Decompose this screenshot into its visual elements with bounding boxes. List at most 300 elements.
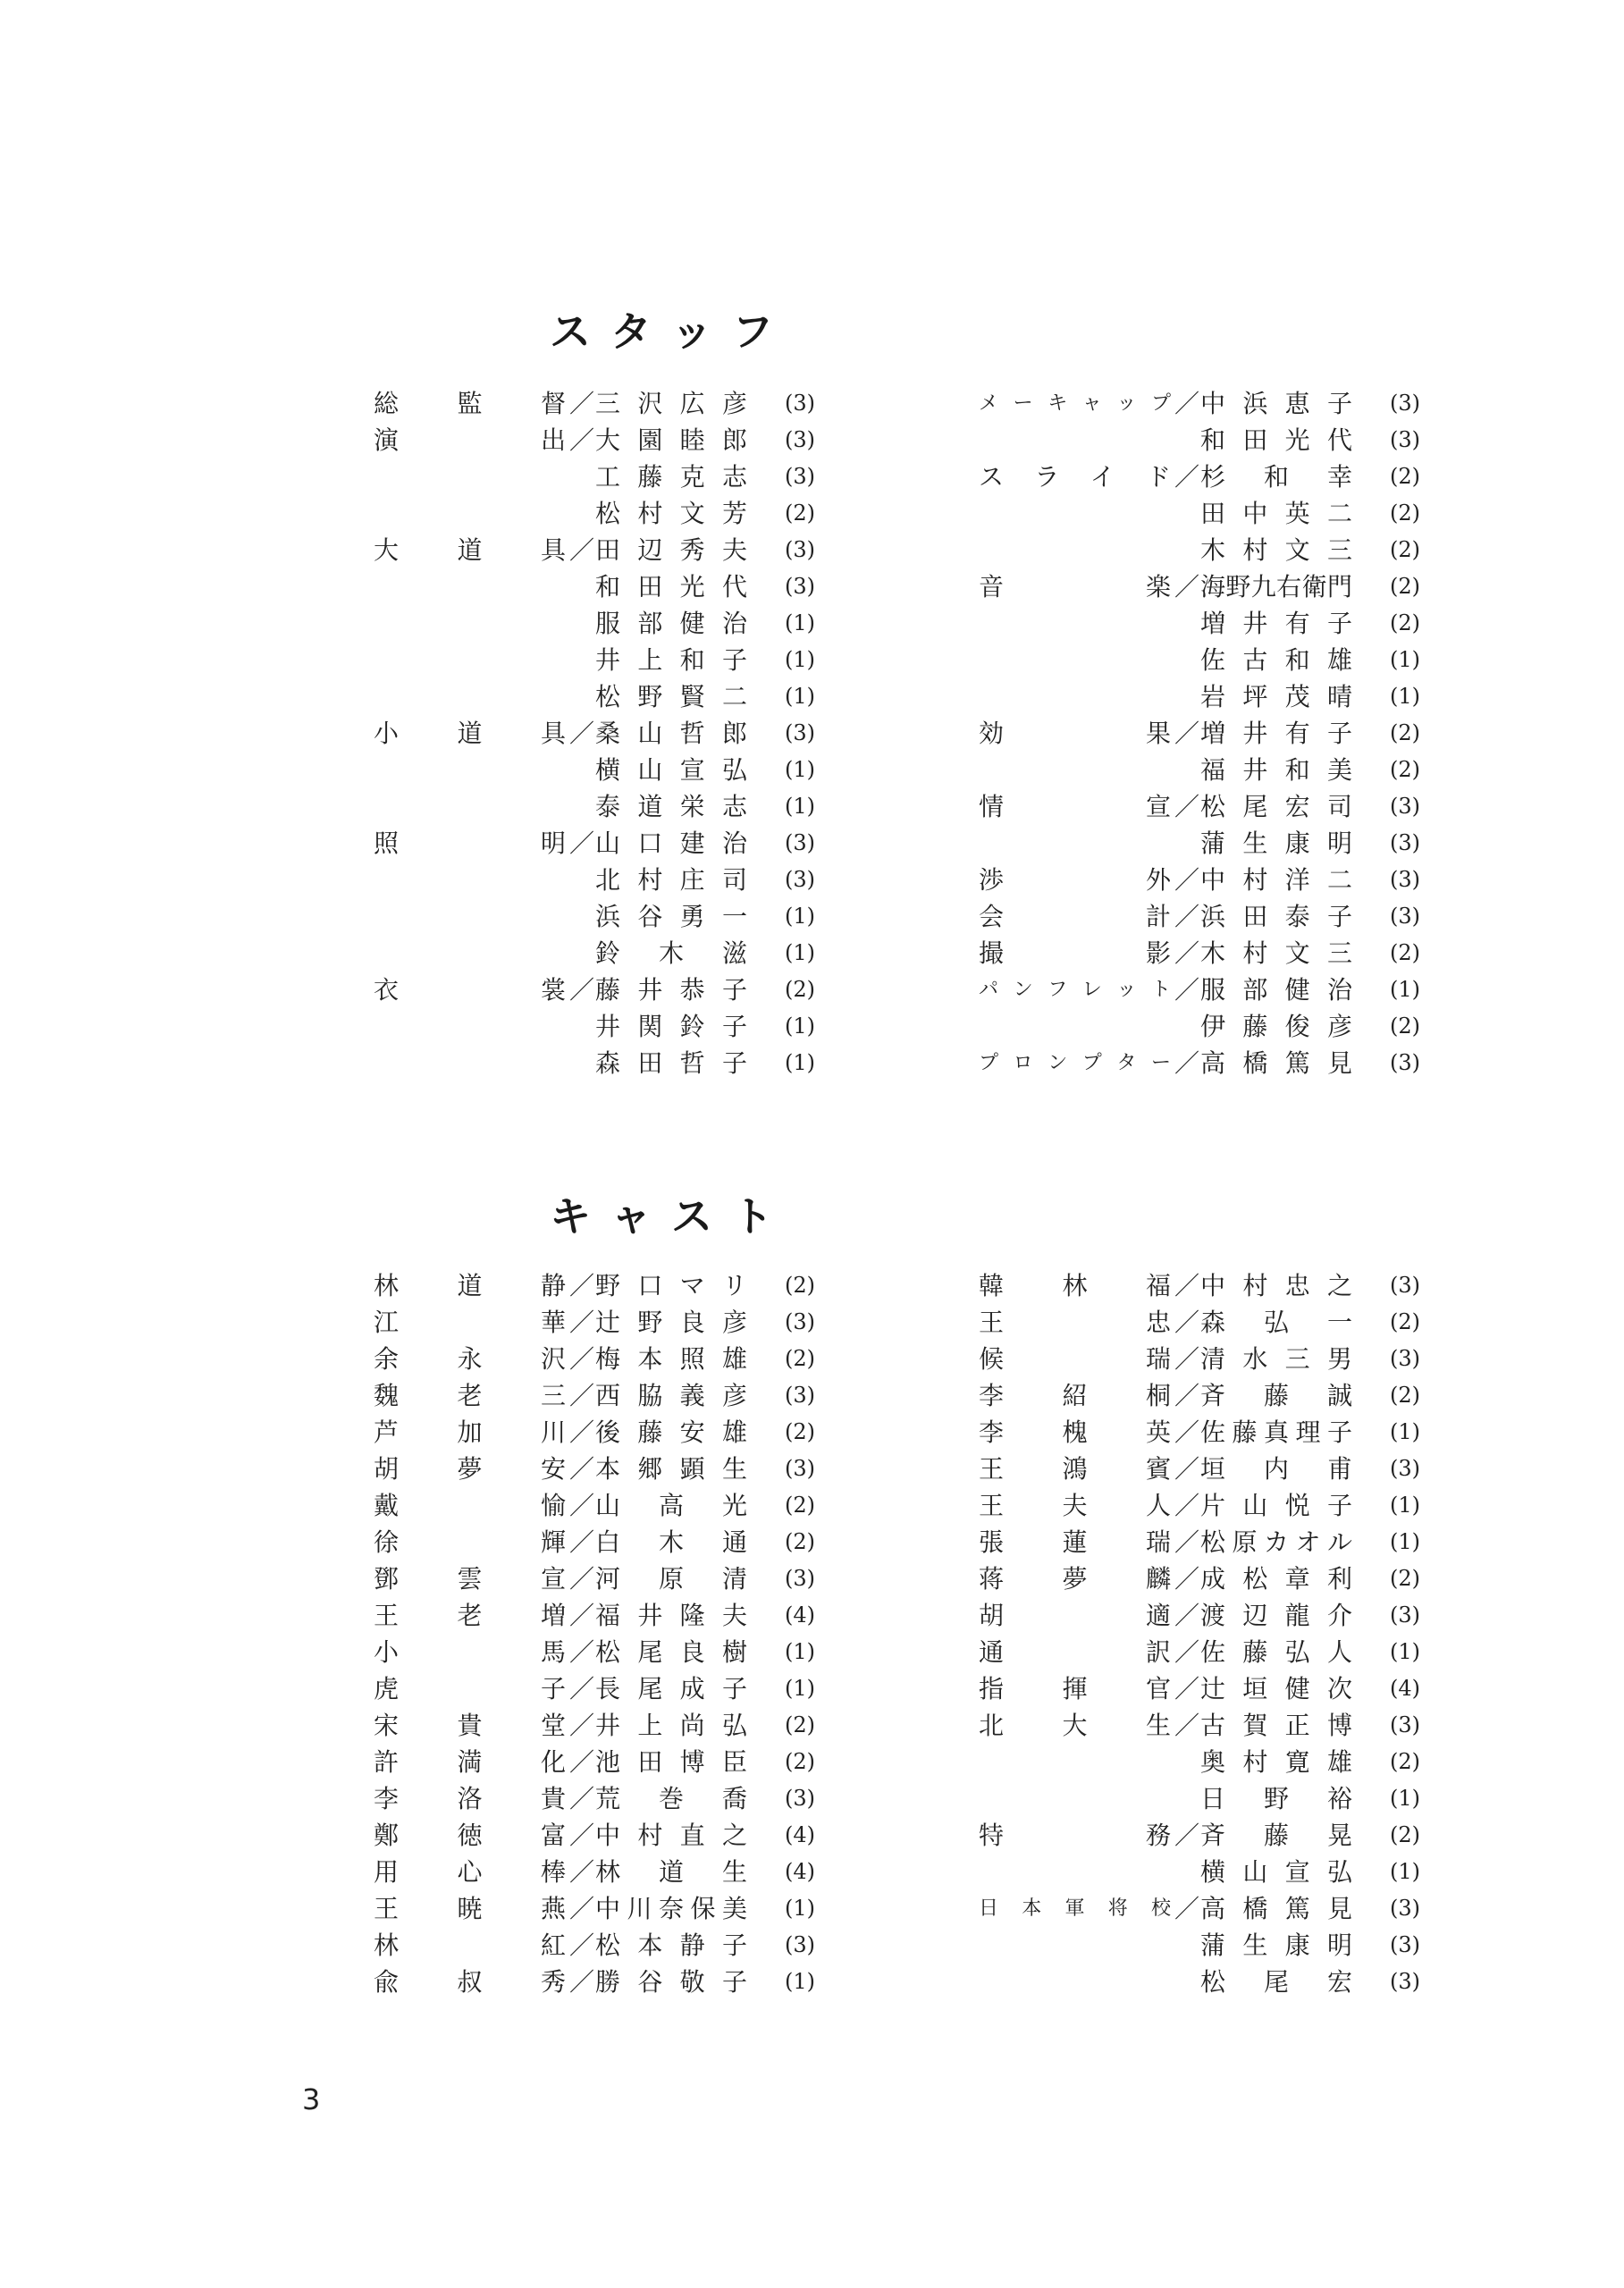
person-name: 古 賀 正 博 xyxy=(1200,1711,1352,1740)
grade-label: (1) xyxy=(1390,684,1420,709)
list-item xyxy=(374,1377,874,1414)
grade-label: (2) xyxy=(1390,1822,1420,1847)
grade-label: (1) xyxy=(785,940,815,965)
grade-label: (3) xyxy=(1390,1896,1420,1921)
role-label: メ ー キ ャ ッ プ xyxy=(979,392,1171,415)
person-name: 中 村 洋 二 xyxy=(1200,865,1352,895)
separator-slash: ／ xyxy=(568,1930,594,1960)
role-label: 韓 林 福 xyxy=(979,1271,1171,1300)
list-item xyxy=(374,935,874,972)
person-name: 梅 本 照 雄 xyxy=(595,1344,747,1374)
grade-label: (2) xyxy=(785,1273,815,1298)
role-label: 日 本 軍 将 校 xyxy=(979,1897,1171,1920)
grade-label: (1) xyxy=(785,794,815,819)
person-name: 日 野 裕 xyxy=(1200,1784,1352,1813)
list-item xyxy=(374,385,874,422)
list-item xyxy=(374,642,874,678)
list-item xyxy=(374,532,874,568)
grade-label: (1) xyxy=(785,1969,815,1994)
list-item xyxy=(979,1045,1479,1081)
separator-slash: ／ xyxy=(568,1564,594,1594)
separator-slash: ／ xyxy=(1174,1381,1199,1410)
role-label: 大 道 具 xyxy=(374,535,566,565)
list-item xyxy=(374,862,874,898)
person-name: 福 井 和 美 xyxy=(1200,755,1352,785)
list-item xyxy=(374,1890,874,1927)
grade-label: (3) xyxy=(1390,830,1420,855)
role-label: 小 道 具 xyxy=(374,719,566,748)
role-label: 江 華 xyxy=(374,1308,566,1337)
grade-label: (3) xyxy=(1390,391,1420,416)
list-item xyxy=(374,568,874,605)
grade-label: (2) xyxy=(785,1749,815,1774)
person-name: 伊 藤 俊 彦 xyxy=(1200,1012,1352,1041)
person-name: 工 藤 克 志 xyxy=(595,462,747,492)
list-item xyxy=(374,458,874,495)
role-label: プ ロ ン プ タ ー xyxy=(979,1052,1171,1074)
list-item xyxy=(374,1560,874,1597)
role-label: 李 洛 貴 xyxy=(374,1784,566,1813)
role-label: 情 宣 xyxy=(979,792,1171,821)
person-name: 横 山 宣 弘 xyxy=(1200,1857,1352,1887)
role-label: 林 道 静 xyxy=(374,1271,566,1300)
list-item xyxy=(979,752,1479,788)
list-item xyxy=(374,972,874,1008)
role-label: 総 監 督 xyxy=(374,389,566,418)
grade-label: (2) xyxy=(1390,1749,1420,1774)
person-name: 井 上 尚 弘 xyxy=(595,1711,747,1740)
person-name: 桑 山 哲 郎 xyxy=(595,719,747,748)
separator-slash: ／ xyxy=(1174,1527,1199,1557)
grade-label: (1) xyxy=(1390,1859,1420,1884)
grade-label: (4) xyxy=(785,1859,815,1884)
person-name: 清 水 三 男 xyxy=(1200,1344,1352,1374)
separator-slash: ／ xyxy=(1174,1674,1199,1703)
list-item xyxy=(979,642,1479,678)
grade-label: (1) xyxy=(785,1896,815,1921)
list-item xyxy=(979,422,1479,458)
separator-slash: ／ xyxy=(568,1894,594,1923)
role-label: 許 満 化 xyxy=(374,1747,566,1777)
person-name: 服 部 健 治 xyxy=(1200,975,1352,1005)
person-name: 野 口 マ リ xyxy=(595,1271,747,1300)
role-label: パ ン フ レ ッ ト xyxy=(979,979,1171,1001)
person-name: 木 村 文 三 xyxy=(1200,938,1352,968)
grade-label: (2) xyxy=(1390,1014,1420,1039)
person-name: 和 田 光 代 xyxy=(1200,425,1352,455)
role-label: 効 果 xyxy=(979,719,1171,748)
person-name: 田 中 英 二 xyxy=(1200,499,1352,528)
grade-label: (1) xyxy=(1390,1529,1420,1554)
list-item xyxy=(374,752,874,788)
grade-label: (3) xyxy=(785,391,815,416)
role-label: 蒋 夢 麟 xyxy=(979,1564,1171,1594)
grade-label: (3) xyxy=(785,867,815,892)
person-name: 増 井 有 子 xyxy=(1200,609,1352,638)
person-name: 泰 道 栄 志 xyxy=(595,792,747,821)
person-name: 松 原 カ オ ル xyxy=(1200,1527,1352,1557)
cast-list-left xyxy=(374,1267,874,2000)
grade-label: (3) xyxy=(785,1456,815,1481)
role-label: 小 馬 xyxy=(374,1637,566,1667)
person-name: 杉 和 幸 xyxy=(1200,462,1352,492)
person-name: 辻 野 良 彦 xyxy=(595,1308,747,1337)
person-name: 蒲 生 康 明 xyxy=(1200,829,1352,858)
separator-slash: ／ xyxy=(568,1784,594,1813)
role-label: 特 務 xyxy=(979,1821,1171,1850)
person-name: 岩 坪 茂 晴 xyxy=(1200,682,1352,711)
role-label: 指 揮 官 xyxy=(979,1674,1171,1703)
person-name: 福 井 隆 夫 xyxy=(595,1601,747,1630)
role-label: 衣 裳 xyxy=(374,975,566,1005)
role-label: 音 楽 xyxy=(979,572,1171,601)
grade-label: (2) xyxy=(785,1493,815,1518)
person-name: 藤 井 恭 子 xyxy=(595,975,747,1005)
grade-label: (2) xyxy=(1390,757,1420,782)
role-label: 王 老 増 xyxy=(374,1601,566,1630)
person-name: 斉 藤 誠 xyxy=(1200,1381,1352,1410)
person-name: 松 尾 宏 xyxy=(1200,1967,1352,1997)
role-label: 林 紅 xyxy=(374,1930,566,1960)
grade-label: (1) xyxy=(785,1639,815,1664)
list-item xyxy=(979,1780,1479,1817)
role-label: 徐 輝 xyxy=(374,1527,566,1557)
grade-label: (2) xyxy=(785,977,815,1002)
role-label: 芦 加 川 xyxy=(374,1417,566,1447)
grade-label: (3) xyxy=(785,537,815,562)
grade-label: (4) xyxy=(785,1602,815,1628)
grade-label: (3) xyxy=(785,1383,815,1408)
separator-slash: ／ xyxy=(1174,1048,1199,1078)
separator-slash: ／ xyxy=(568,829,594,858)
role-label: 李 槐 英 xyxy=(979,1417,1171,1447)
role-label: 用 心 棒 xyxy=(374,1857,566,1887)
separator-slash: ／ xyxy=(1174,792,1199,821)
grade-label: (3) xyxy=(1390,1273,1420,1298)
list-item xyxy=(979,972,1479,1008)
list-item xyxy=(979,1927,1479,1964)
person-name: 本 郷 顕 生 xyxy=(595,1454,747,1484)
list-item xyxy=(979,1267,1479,1304)
separator-slash: ／ xyxy=(568,1601,594,1630)
list-item xyxy=(979,1670,1479,1707)
grade-label: (1) xyxy=(785,904,815,929)
list-item xyxy=(374,495,874,532)
role-label: 撮 影 xyxy=(979,938,1171,968)
list-item xyxy=(979,495,1479,532)
staff-list-left xyxy=(374,385,874,1081)
separator-slash: ／ xyxy=(568,719,594,748)
grade-label: (2) xyxy=(1390,464,1420,489)
list-item xyxy=(979,1854,1479,1890)
person-name: 服 部 健 治 xyxy=(595,609,747,638)
person-name: 中 村 忠 之 xyxy=(1200,1271,1352,1300)
role-label: 北 大 生 xyxy=(979,1711,1171,1740)
person-name: 長 尾 成 子 xyxy=(595,1674,747,1703)
person-name: 井 上 和 子 xyxy=(595,645,747,675)
list-item xyxy=(374,825,874,862)
person-name: 松 尾 良 樹 xyxy=(595,1637,747,1667)
role-label: 王 忠 xyxy=(979,1308,1171,1337)
separator-slash: ／ xyxy=(1174,1711,1199,1740)
list-item xyxy=(374,1341,874,1377)
separator-slash: ／ xyxy=(1174,1637,1199,1667)
grade-label: (1) xyxy=(785,684,815,709)
list-item xyxy=(979,1890,1479,1927)
person-name: 増 井 有 子 xyxy=(1200,719,1352,748)
grade-label: (3) xyxy=(1390,794,1420,819)
list-item xyxy=(979,1560,1479,1597)
list-item xyxy=(979,458,1479,495)
list-item xyxy=(374,1267,874,1304)
separator-slash: ／ xyxy=(1174,389,1199,418)
person-name: 中 浜 恵 子 xyxy=(1200,389,1352,418)
person-name: 高 橋 篤 見 xyxy=(1200,1894,1352,1923)
separator-slash: ／ xyxy=(1174,462,1199,492)
list-item xyxy=(374,1964,874,2000)
role-label: 張 蓮 瑞 xyxy=(979,1527,1171,1557)
role-label: 王 鴻 賓 xyxy=(979,1454,1171,1484)
list-item xyxy=(979,825,1479,862)
grade-label: (2) xyxy=(1390,537,1420,562)
list-item xyxy=(374,605,874,642)
person-name: 松 野 賢 二 xyxy=(595,682,747,711)
separator-slash: ／ xyxy=(1174,1894,1199,1923)
list-item xyxy=(374,1451,874,1487)
cast-heading: キャスト xyxy=(550,1192,793,1241)
grade-label: (3) xyxy=(1390,1932,1420,1957)
grade-label: (1) xyxy=(1390,647,1420,672)
grade-label: (4) xyxy=(1390,1676,1420,1701)
person-name: 井 関 鈴 子 xyxy=(595,1012,747,1041)
grade-label: (2) xyxy=(1390,720,1420,745)
person-name: 森 田 哲 子 xyxy=(595,1048,747,1078)
person-name: 垣 内 甫 xyxy=(1200,1454,1352,1484)
list-item xyxy=(979,1964,1479,2000)
role-label: 戴 愉 xyxy=(374,1491,566,1520)
list-item xyxy=(374,898,874,935)
grade-label: (3) xyxy=(1390,1602,1420,1628)
person-name: 西 脇 義 彦 xyxy=(595,1381,747,1410)
person-name: 成 松 章 利 xyxy=(1200,1564,1352,1594)
list-item xyxy=(979,1487,1479,1524)
grade-label: (3) xyxy=(785,574,815,599)
grade-label: (3) xyxy=(785,830,815,855)
person-name: 蒲 生 康 明 xyxy=(1200,1930,1352,1960)
list-item xyxy=(979,385,1479,422)
list-item xyxy=(374,1670,874,1707)
grade-label: (3) xyxy=(1390,867,1420,892)
separator-slash: ／ xyxy=(568,425,594,455)
person-name: 荒 巻 喬 xyxy=(595,1784,747,1813)
list-item xyxy=(979,862,1479,898)
list-item xyxy=(374,1597,874,1634)
grade-label: (2) xyxy=(1390,574,1420,599)
person-name: 浜 谷 勇 一 xyxy=(595,902,747,931)
role-label: 候 瑞 xyxy=(979,1344,1171,1374)
grade-label: (3) xyxy=(1390,1712,1420,1737)
list-item xyxy=(374,1487,874,1524)
role-label: 演 出 xyxy=(374,425,566,455)
list-item xyxy=(374,1304,874,1341)
grade-label: (1) xyxy=(785,757,815,782)
person-name: 斉 藤 晃 xyxy=(1200,1821,1352,1850)
list-item xyxy=(979,1707,1479,1744)
person-name: 三 沢 広 彦 xyxy=(595,389,747,418)
separator-slash: ／ xyxy=(1174,1564,1199,1594)
role-label: 宋 貴 堂 xyxy=(374,1711,566,1740)
person-name: 横 山 宣 弘 xyxy=(595,755,747,785)
separator-slash: ／ xyxy=(1174,938,1199,968)
grade-label: (1) xyxy=(785,1050,815,1075)
grade-label: (3) xyxy=(1390,1050,1420,1075)
list-item xyxy=(374,1854,874,1890)
separator-slash: ／ xyxy=(568,389,594,418)
person-name: 高 橋 篤 見 xyxy=(1200,1048,1352,1078)
person-name: 山 高 光 xyxy=(595,1491,747,1520)
person-name: 佐 古 和 雄 xyxy=(1200,645,1352,675)
list-item xyxy=(979,605,1479,642)
person-name: 奥 村 寛 雄 xyxy=(1200,1747,1352,1777)
grade-label: (4) xyxy=(785,1822,815,1847)
list-item xyxy=(979,1817,1479,1854)
person-name: 鈴 木 滋 xyxy=(595,938,747,968)
list-item xyxy=(979,678,1479,715)
separator-slash: ／ xyxy=(568,1711,594,1740)
grade-label: (2) xyxy=(785,1529,815,1554)
list-item xyxy=(979,788,1479,825)
grade-label: (3) xyxy=(785,720,815,745)
grade-label: (3) xyxy=(1390,1456,1420,1481)
separator-slash: ／ xyxy=(568,1344,594,1374)
grade-label: (2) xyxy=(1390,1383,1420,1408)
grade-label: (3) xyxy=(785,1932,815,1957)
list-item xyxy=(374,678,874,715)
grade-label: (3) xyxy=(1390,904,1420,929)
separator-slash: ／ xyxy=(568,1527,594,1557)
person-name: 林 道 生 xyxy=(595,1857,747,1887)
list-item xyxy=(979,1634,1479,1670)
grade-label: (2) xyxy=(1390,610,1420,635)
role-label: 鄭 徳 富 xyxy=(374,1821,566,1850)
person-name: 木 村 文 三 xyxy=(1200,535,1352,565)
role-label: 王 夫 人 xyxy=(979,1491,1171,1520)
list-item xyxy=(374,788,874,825)
grade-label: (1) xyxy=(785,1014,815,1039)
grade-label: (2) xyxy=(1390,1566,1420,1591)
person-name: 海 野 九 右 衛 門 xyxy=(1200,572,1352,601)
list-item xyxy=(374,1008,874,1045)
person-name: 佐 藤 真 理 子 xyxy=(1200,1417,1352,1447)
role-label: ス ラ イ ド xyxy=(979,462,1171,492)
person-name: 山 口 建 治 xyxy=(595,829,747,858)
person-name: 森 弘 一 xyxy=(1200,1308,1352,1337)
separator-slash: ／ xyxy=(1174,902,1199,931)
list-item xyxy=(979,1597,1479,1634)
role-label: 会 計 xyxy=(979,902,1171,931)
separator-slash: ／ xyxy=(568,1967,594,1997)
person-name: 田 辺 秀 夫 xyxy=(595,535,747,565)
role-label: 余 永 沢 xyxy=(374,1344,566,1374)
role-label: 兪 叔 秀 xyxy=(374,1967,566,1997)
list-item xyxy=(374,1524,874,1560)
separator-slash: ／ xyxy=(568,1857,594,1887)
list-item xyxy=(374,1045,874,1081)
separator-slash: ／ xyxy=(1174,1308,1199,1337)
separator-slash: ／ xyxy=(1174,1601,1199,1630)
person-name: 大 園 睦 郎 xyxy=(595,425,747,455)
grade-label: (2) xyxy=(1390,500,1420,526)
list-item xyxy=(979,1341,1479,1377)
list-item xyxy=(979,1414,1479,1451)
role-label: 胡 夢 安 xyxy=(374,1454,566,1484)
grade-label: (3) xyxy=(1390,1969,1420,1994)
grade-label: (3) xyxy=(785,1786,815,1811)
separator-slash: ／ xyxy=(1174,1454,1199,1484)
separator-slash: ／ xyxy=(568,1308,594,1337)
person-name: 松 村 文 芳 xyxy=(595,499,747,528)
person-name: 渡 辺 龍 介 xyxy=(1200,1601,1352,1630)
list-item xyxy=(979,715,1479,752)
grade-label: (3) xyxy=(785,1566,815,1591)
separator-slash: ／ xyxy=(568,1417,594,1447)
separator-slash: ／ xyxy=(568,975,594,1005)
list-item xyxy=(979,935,1479,972)
person-name: 松 尾 宏 司 xyxy=(1200,792,1352,821)
person-name: 和 田 光 代 xyxy=(595,572,747,601)
separator-slash: ／ xyxy=(568,1454,594,1484)
grade-label: (1) xyxy=(1390,1419,1420,1444)
grade-label: (1) xyxy=(1390,1493,1420,1518)
list-item xyxy=(374,422,874,458)
separator-slash: ／ xyxy=(568,1747,594,1777)
staff-heading: スタッフ xyxy=(550,307,793,356)
list-item xyxy=(374,1414,874,1451)
separator-slash: ／ xyxy=(568,1381,594,1410)
person-name: 辻 垣 健 次 xyxy=(1200,1674,1352,1703)
role-label: 照 明 xyxy=(374,829,566,858)
grade-label: (2) xyxy=(1390,1309,1420,1334)
person-name: 池 田 博 臣 xyxy=(595,1747,747,1777)
separator-slash: ／ xyxy=(1174,572,1199,601)
separator-slash: ／ xyxy=(568,1821,594,1850)
grade-label: (2) xyxy=(785,1419,815,1444)
grade-label: (3) xyxy=(785,427,815,452)
separator-slash: ／ xyxy=(1174,975,1199,1005)
role-label: 通 訳 xyxy=(979,1637,1171,1667)
list-item xyxy=(374,1707,874,1744)
list-item xyxy=(374,1780,874,1817)
role-label: 王 暁 燕 xyxy=(374,1894,566,1923)
grade-label: (1) xyxy=(1390,1639,1420,1664)
grade-label: (2) xyxy=(1390,940,1420,965)
grade-label: (1) xyxy=(785,610,815,635)
role-label: 虎 子 xyxy=(374,1674,566,1703)
staff-list-right xyxy=(979,385,1479,1081)
separator-slash: ／ xyxy=(568,535,594,565)
person-name: 河 原 清 xyxy=(595,1564,747,1594)
grade-label: (3) xyxy=(785,1309,815,1334)
grade-label: (2) xyxy=(785,500,815,526)
role-label: 渉 外 xyxy=(979,865,1171,895)
list-item xyxy=(979,898,1479,935)
list-item xyxy=(979,1524,1479,1560)
list-item xyxy=(979,1008,1479,1045)
person-name: 中 村 直 之 xyxy=(595,1821,747,1850)
list-item xyxy=(374,1927,874,1964)
grade-label: (1) xyxy=(1390,1786,1420,1811)
list-item xyxy=(374,715,874,752)
